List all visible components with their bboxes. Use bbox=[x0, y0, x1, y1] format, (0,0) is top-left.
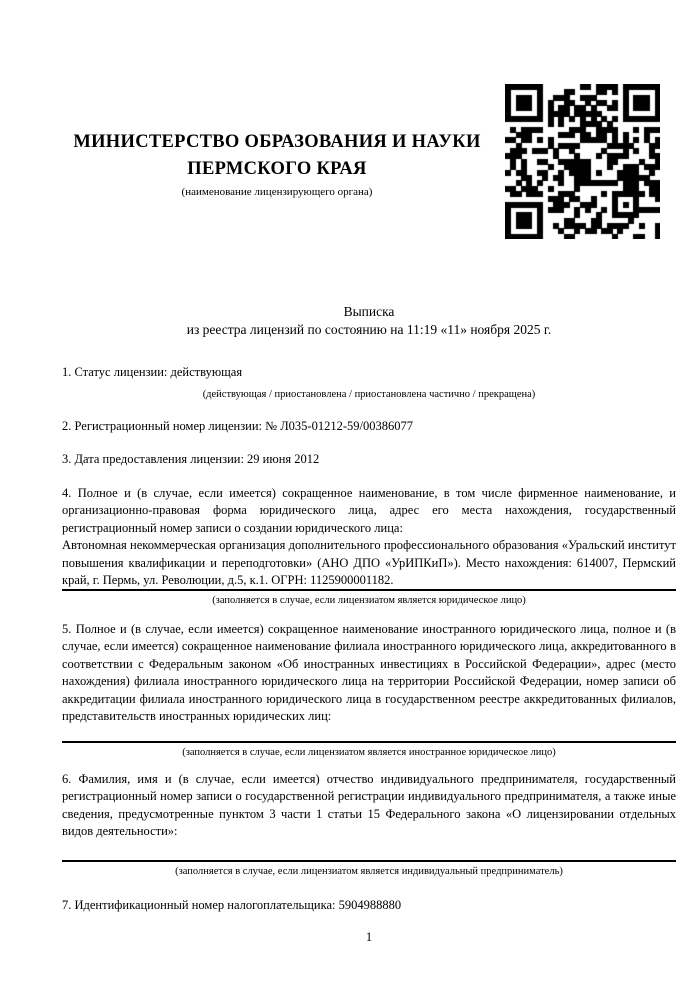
item-5-foreign-entity bbox=[62, 621, 676, 761]
item-1-caption: (действующая / приостановлена / приостановлена частично / прекращена) bbox=[202, 389, 536, 401]
ministry-header bbox=[62, 129, 492, 199]
item-2-registration-number bbox=[62, 418, 676, 435]
item-1-license-status bbox=[62, 364, 676, 403]
item-3-grant-date bbox=[62, 451, 676, 468]
page-number: 1 bbox=[365, 930, 373, 944]
item-7-text: 7. Идентификационный номер налогоплательщика: 5904988880 bbox=[62, 898, 402, 912]
item-4-legal-entity bbox=[62, 485, 676, 609]
qr-code-icon bbox=[505, 84, 660, 239]
ministry-name-line2: ПЕРМСКОГО КРАЯ bbox=[187, 159, 367, 179]
ministry-name-line1: МИНИСТЕРСТВО ОБРАЗОВАНИЯ И НАУКИ bbox=[73, 132, 481, 152]
extract-title-line1: Выписка bbox=[343, 304, 395, 319]
item-4-value: Автономная некоммерческая организация дополнительного профессионального образования «Уральский институт повышения квалификации и переподготовки» (АНО ДПО «УрИПКиП»). Место нахождения: 614007, Пермский край, г. Пермь, ул. Революции, д.5, к.1. ОГРН: 1125900001182. bbox=[62, 538, 676, 588]
licensing-authority-caption: (наименование лицензирующего органа) bbox=[181, 186, 373, 198]
item-6-text: 6. Фамилия, имя и (в случае, если имеется) отчество индивидуального предпринимателя, государственный регистрационный номер записи о государственной регистрации индивидуального предпринимателя, а также иные сведения, предусмотренные пунктом 3 части 1 статьи 15 Федерального закона «О лицензировании отдельных видов деятельности»: bbox=[62, 772, 676, 839]
item-7-taxpayer-number bbox=[62, 897, 676, 914]
item-5-field-underline bbox=[62, 741, 676, 760]
item-4-field-underline bbox=[62, 589, 676, 608]
item-5-caption: (заполняется в случае, если лицензиатом является иностранное юридическое лицо) bbox=[182, 747, 556, 759]
item-6-caption: (заполняется в случае, если лицензиатом является индивидуальный предприниматель) bbox=[175, 865, 563, 877]
item-6-field-underline bbox=[62, 860, 676, 879]
item-5-text: 5. Полное и (в случае, если имеется) сокращенное наименование иностранного юридического лица, полное и (в случае, если имеется) сокращенное наименование филиала иностранного юридического лица, аккредитованного в соответствии с Федеральным законом «Об иностранных инвестициях в Российской Федерации», адрес (место нахождения) филиала иностранного юридического лица на территории Российской Федерации, номер записи об аккредитации филиала иностранного юридического лица в государственном реестре аккредитованных филиалов, представительств иностранных юридических лиц: bbox=[62, 622, 676, 724]
item-4-text: 4. Полное и (в случае, если имеется) сокращенное наименование, в том числе фирменное наименование, и организационно-правовая форма юридического лица, адрес его места нахождения, государственный регистрационный номер записи о создании юридического лица: bbox=[62, 486, 676, 535]
item-3-text: 3. Дата предоставления лицензии: 29 июня 2012 bbox=[62, 452, 320, 466]
extract-title bbox=[62, 303, 676, 339]
item-1-text: 1. Статус лицензии: действующая bbox=[62, 365, 243, 379]
item-4-caption: (заполняется в случае, если лицензиатом является юридическое лицо) bbox=[212, 595, 526, 607]
extract-title-line2: из реестра лицензий по состоянию на 11:19 «11» ноября 2025 г. bbox=[186, 322, 552, 337]
item-6-individual-entrepreneur bbox=[62, 771, 676, 879]
item-2-text: 2. Регистрационный номер лицензии: № Л035-01212-59/00386077 bbox=[62, 419, 413, 433]
item-1-caption-row bbox=[62, 385, 676, 402]
